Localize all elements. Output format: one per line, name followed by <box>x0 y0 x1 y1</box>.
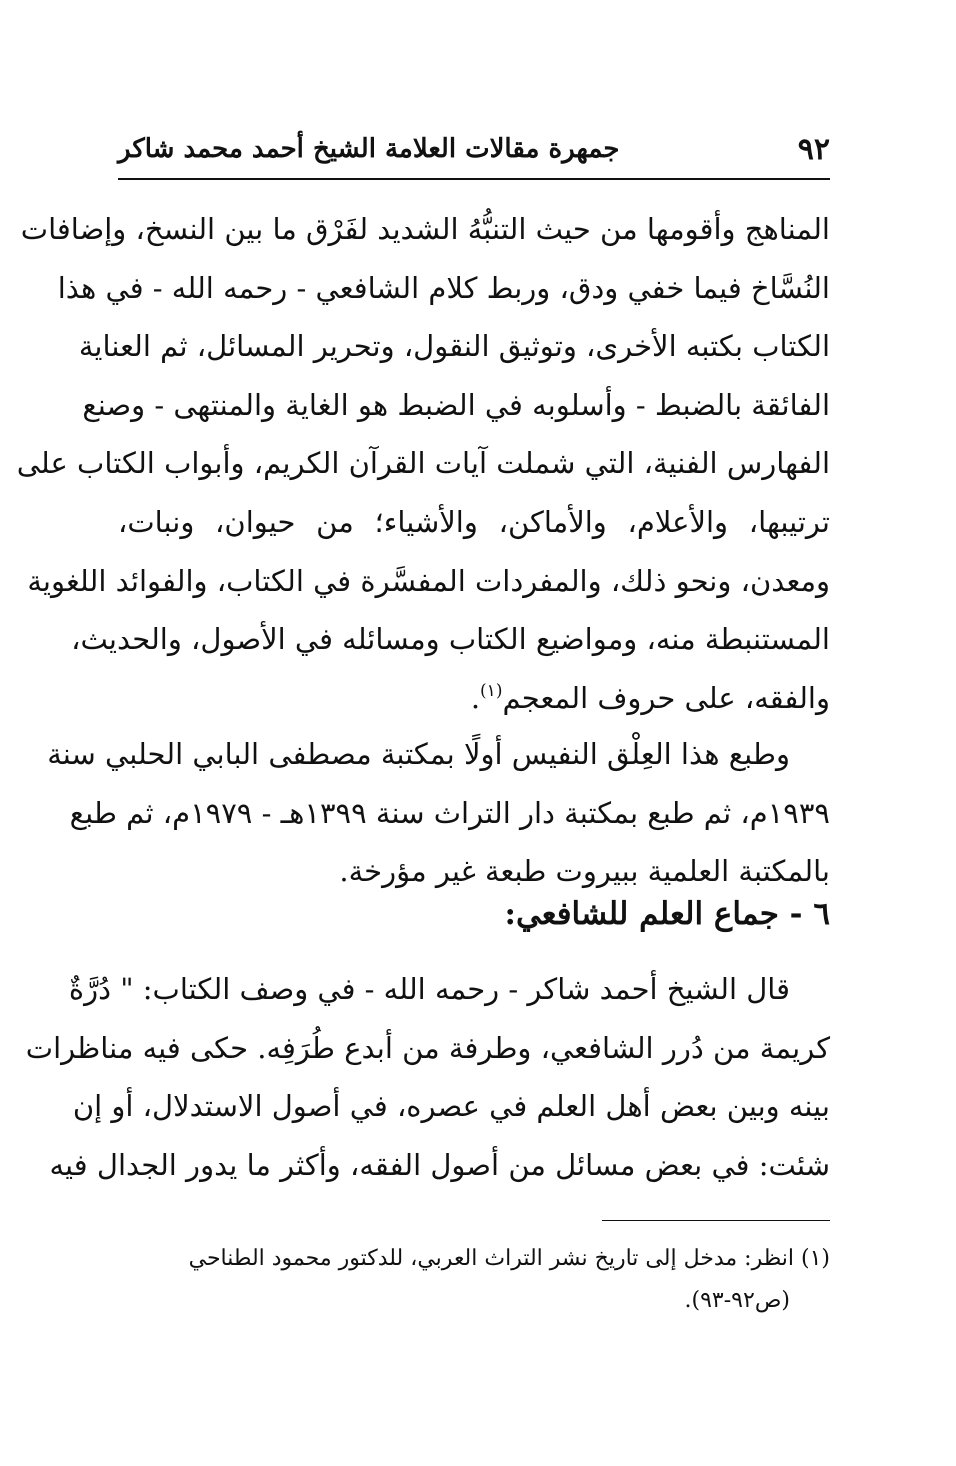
paragraph-line: قال الشيخ أحمد شاكر - رحمه الله - في وصف الكتاب: " دُرَّةٌ <box>68 972 790 1006</box>
paragraph-line: وطبع هذا العِلْق النفيس أولًا بمكتبة مصطفى البابي الحلبي سنة <box>47 737 790 771</box>
header-divider <box>118 178 830 180</box>
paragraph-line: المناهج وأقومها من حيث التنبُّهُ الشديد لفَرْق ما بين النسخ، وإضافات <box>20 212 830 246</box>
paragraph-line-last <box>118 669 830 728</box>
paragraph-line: ١٩٣٩م، ثم طبع بمكتبة دار التراث سنة ١٣٩٩هـ - ١٩٧٩م، ثم طبع <box>69 795 830 830</box>
paragraph-line: كريمة من دُرر الشافعي، وطرفة من أبدع طُرَفِه. حكى فيه مناظرات <box>25 1030 830 1065</box>
page-number: ٩٢ <box>797 132 830 167</box>
running-title: جمهرة مقالات العلامة الشيخ أحمد محمد شاكر <box>118 134 620 164</box>
paragraph-line: بينه وبين بعض أهل العلم في عصره، في أصول الاستدلال، أو إن <box>72 1089 830 1124</box>
paragraph-line: شئت: في بعض مسائل من أصول الفقه، وأكثر ما يدور الجدال فيه <box>49 1147 830 1182</box>
paragraph-line: الفهارس الفنية، التي شملت آيات القرآن الكريم، وأبواب الكتاب على <box>16 446 830 481</box>
paragraph-1 <box>16 200 830 727</box>
footnote-line: (١) انظر: مدخل إلى تاريخ نشر التراث العربي، للدكتور محمود الطناحي <box>188 1246 830 1271</box>
sentence-end: . <box>470 680 481 715</box>
footnote <box>118 1238 830 1322</box>
paragraph-line: الفائقة بالضبط - وأسلوبه في الضبط هو الغاية والمنتهى - وصنع <box>82 387 830 422</box>
paragraph-line: النُسَّاخ فيما خفي ودق، وربط كلام الشافعي - رحمه الله - في هذا <box>57 270 830 305</box>
paragraph-line: ومعدن، ونحو ذلك، والمفردات المفسَّرة في الكتاب، والفوائد اللغوية <box>27 563 830 598</box>
paragraph-line: المستنبطة منه، ومواضيع الكتاب ومسائله في الأصول، والحديث، <box>71 622 830 657</box>
paragraph-line-text: والفقه، على حروف المعجم <box>502 680 830 715</box>
footnote-line: (ص٩٢-٩٣). <box>684 1288 790 1313</box>
running-header <box>118 128 830 178</box>
section-heading: ٦ - جماع العلم للشافعي: <box>504 896 830 932</box>
paragraph-line: بالمكتبة العلمية ببيروت طبعة غير مؤرخة. <box>339 854 830 889</box>
paragraph-line: ترتيبها، والأعلام، والأماكن، والأشياء؛ من حيوان، ونبات، <box>118 504 830 539</box>
paragraph-line: الكتاب بكتبه الأخرى، وتوثيق النقول، وتحرير المسائل، ثم العناية <box>78 329 830 364</box>
footnote-divider <box>602 1220 830 1221</box>
paragraph-3 <box>25 960 830 1194</box>
footnote-reference[interactable]: (١) <box>480 680 503 701</box>
paragraph-2 <box>47 725 830 901</box>
